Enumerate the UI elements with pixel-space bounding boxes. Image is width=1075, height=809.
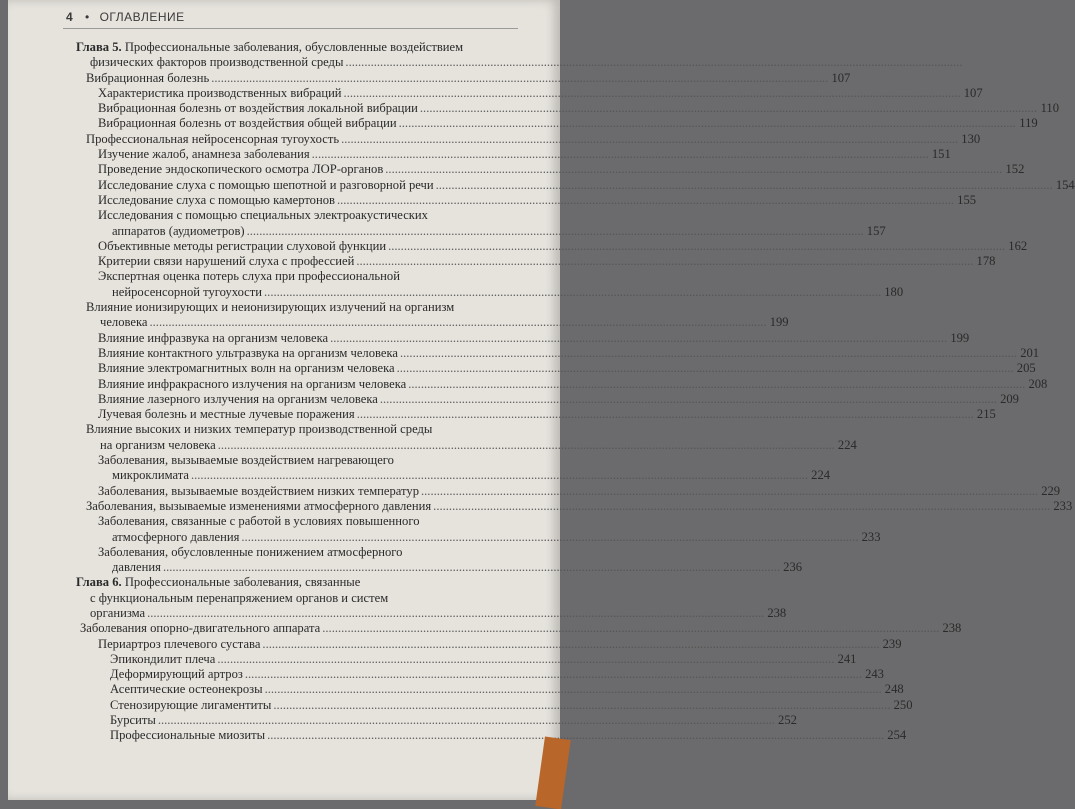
toc-entry xyxy=(98,162,1025,177)
leader-dots xyxy=(397,361,1014,376)
toc-entry-title: на организм человека xyxy=(100,437,216,452)
toc-entry-title: Влияние высоких и низких температур производственной среды xyxy=(86,422,433,437)
leader-dots xyxy=(357,407,974,422)
toc-entry-title: Вибрационная болезнь от воздействия общей вибрации xyxy=(98,116,397,131)
toc-entry-title: Профессиональные заболевания, связанные xyxy=(124,575,361,590)
leader-dots xyxy=(421,484,1038,499)
leader-dots xyxy=(218,438,835,453)
toc-entry-title: Заболевания, вызываемые воздействием низких температур xyxy=(98,483,419,498)
toc-entry xyxy=(80,621,962,636)
toc-page-number: 236 xyxy=(783,560,803,575)
toc-page-number: 252 xyxy=(778,713,797,728)
toc-entry-title: Профессиональные заболевания, обусловленные воздействием xyxy=(124,40,464,54)
toc-entry xyxy=(98,177,1075,193)
toc-entry xyxy=(98,391,1019,407)
toc-page-number: 224 xyxy=(837,437,857,452)
toc-entry-title: Профессиональная нейросенсорная тугоухость xyxy=(86,131,340,146)
leader-dots xyxy=(337,193,954,208)
toc-entry xyxy=(110,697,913,713)
toc-entry xyxy=(98,238,1028,254)
toc-entry-title: Влияние контактного ультразвука на организм человека xyxy=(98,345,398,360)
leader-dots xyxy=(247,224,864,239)
toc-entry xyxy=(86,70,851,86)
toc-entry-title: Экспертная оценка потерь слуха при профессиональной xyxy=(98,269,400,284)
leader-dots xyxy=(436,178,1053,193)
toc-entry-title: аппаратов (аудиометров) xyxy=(112,223,245,238)
toc-page-number: 233 xyxy=(1053,498,1073,513)
toc-entry-title: Лучевая болезнь и местные лучевые поражения xyxy=(98,407,355,422)
toc-entry xyxy=(98,269,904,300)
toc-entry-title: Профессиональные миозиты xyxy=(110,728,266,743)
toc-entry xyxy=(98,208,886,239)
toc-page-number: 224 xyxy=(811,468,831,483)
toc-entry-title: Периартроз плечевого сустава xyxy=(98,636,261,651)
toc-entry-title: Влияние инфракрасного излучения на организм человека xyxy=(98,376,407,391)
leader-dots xyxy=(399,116,1016,131)
toc-page-number: 243 xyxy=(865,667,884,682)
toc-chapter-entry xyxy=(76,575,787,621)
toc-entry xyxy=(98,636,902,652)
toc-entry xyxy=(110,713,797,728)
toc-entry xyxy=(98,85,983,101)
toc-entry-title: микроклимата xyxy=(112,468,189,483)
cover-corner xyxy=(535,737,570,809)
toc-page-number: 241 xyxy=(837,651,857,666)
header-title: ОГЛАВЛЕНИЕ xyxy=(99,10,185,24)
toc-entry xyxy=(110,728,907,743)
toc-page-number: 229 xyxy=(1041,483,1061,498)
leader-dots xyxy=(273,698,890,713)
toc-entry-title: нейросенсорной тугоухости xyxy=(112,284,263,299)
leader-dots xyxy=(211,71,828,86)
toc-page-number: 119 xyxy=(1019,116,1038,131)
leader-dots xyxy=(245,667,862,682)
toc-page-number: 205 xyxy=(1016,361,1036,376)
table-of-contents xyxy=(8,40,1075,744)
toc-entry xyxy=(98,192,977,208)
toc-entry xyxy=(110,651,857,667)
leader-dots xyxy=(217,652,834,667)
toc-entry-title: Влияние инфразвука на организм человека xyxy=(98,330,329,345)
toc-entry xyxy=(98,345,1040,361)
toc-entry-title: Исследования с помощью специальных электроакустических xyxy=(98,208,428,223)
toc-entry-title: Бурситы xyxy=(110,713,156,728)
toc-page-number: 155 xyxy=(957,192,977,207)
toc-entry-title: Исследование слуха с помощью камертонов xyxy=(98,192,335,207)
toc-entry-title: Объективные методы регистрации слуховой функции xyxy=(98,238,387,253)
toc-entry-title: Исследование слуха с помощью шепотной и разговорной речи xyxy=(98,177,434,192)
leader-dots xyxy=(163,560,780,575)
leader-dots xyxy=(264,285,881,300)
toc-chapter-entry xyxy=(76,40,560,71)
toc-page-number: 154 xyxy=(1055,177,1075,192)
toc-entry xyxy=(86,131,981,147)
toc-entry-title: Проведение эндоскопического осмотра ЛОР-органов xyxy=(98,162,384,177)
toc-page-number: 151 xyxy=(931,147,951,162)
header-rule xyxy=(63,28,518,29)
toc-page-number: 110 xyxy=(1040,101,1059,116)
toc-entry xyxy=(98,453,831,484)
leader-dots xyxy=(388,239,1005,254)
toc-entry xyxy=(98,116,1038,131)
toc-page-number: 248 xyxy=(884,682,904,697)
toc-entry-title: атмосферного давления xyxy=(112,529,240,544)
toc-entry-title: Характеристика производственных вибраций xyxy=(98,85,342,100)
toc-page-number: 250 xyxy=(893,697,913,712)
leader-dots xyxy=(380,392,997,407)
toc-page-number: 107 xyxy=(831,70,851,85)
toc-entry-title: Вибрационная болезнь xyxy=(86,70,210,85)
leader-dots xyxy=(191,468,808,483)
toc-entry xyxy=(98,101,1059,116)
toc-page-number: 130 xyxy=(961,131,981,146)
toc-entry-title: Влияние ионизирующих и неионизирующих излучений на организм xyxy=(86,300,455,315)
toc-page-number: 215 xyxy=(976,407,996,422)
toc-entry-title: физических факторов производственной среды xyxy=(90,55,344,70)
toc-page-number: 107 xyxy=(963,85,983,100)
toc-entry-title: Асептические остеонекрозы xyxy=(110,682,263,697)
toc-page-number: 208 xyxy=(1028,376,1048,391)
toc-page-number: 239 xyxy=(882,636,902,651)
toc-entry xyxy=(98,483,1061,499)
running-header xyxy=(66,10,185,24)
toc-entry-title: Заболевания, вызываемые воздействием нагревающего xyxy=(98,453,394,468)
leader-dots xyxy=(420,101,1037,116)
toc-entry xyxy=(98,361,1036,376)
leader-dots xyxy=(241,530,858,545)
toc-entry xyxy=(86,422,857,453)
leader-dots xyxy=(330,331,947,346)
book-page xyxy=(8,0,1075,800)
toc-page-number: 178 xyxy=(976,254,996,269)
toc-entry-title: Влияние электромагнитных волн на организм человека xyxy=(98,361,395,376)
toc-entry xyxy=(98,514,881,545)
toc-page-number: 209 xyxy=(1000,391,1019,406)
chapter-label: Глава 6. xyxy=(76,575,122,590)
leader-dots xyxy=(312,147,929,162)
toc-entry xyxy=(98,147,951,162)
leader-dots xyxy=(356,254,973,269)
leader-dots xyxy=(267,728,884,743)
leader-dots xyxy=(158,713,775,728)
toc-entry-title: давления xyxy=(112,560,161,575)
page-number: 4 xyxy=(66,10,74,24)
leader-dots xyxy=(400,346,1017,361)
leader-dots xyxy=(385,162,1002,177)
toc-entry-title: Эпикондилит плеча xyxy=(110,651,216,666)
leader-dots xyxy=(265,682,882,697)
toc-entry xyxy=(98,544,803,576)
leader-dots xyxy=(322,621,939,636)
leader-dots xyxy=(433,499,1050,514)
toc-entry xyxy=(98,330,970,346)
leader-dots xyxy=(150,315,767,330)
leader-dots xyxy=(345,55,962,70)
toc-entry xyxy=(98,407,996,422)
toc-entry xyxy=(110,682,904,697)
toc-entry-title: Влияние лазерного излучения на организм человека xyxy=(98,391,378,406)
toc-page-number: 157 xyxy=(866,223,886,238)
toc-page-number: 238 xyxy=(767,605,787,620)
toc-entry xyxy=(98,376,1048,392)
toc-page-number: 199 xyxy=(950,330,970,345)
toc-page-number: 201 xyxy=(1020,345,1040,360)
toc-entry-title: Заболевания, обусловленные понижением атмосферного xyxy=(98,544,403,559)
leader-dots xyxy=(262,637,879,652)
header-bullet: • xyxy=(85,10,90,24)
toc-entry xyxy=(86,300,789,331)
toc-entry-title: Критерии связи нарушений слуха с профессией xyxy=(98,254,355,269)
chapter-label: Глава 5. xyxy=(76,40,122,54)
toc-entry-title: человека xyxy=(100,315,148,330)
leader-dots xyxy=(408,377,1025,392)
toc-entry xyxy=(86,498,1073,514)
toc-entry-title: Заболевания, связанные с работой в условиях повышенного xyxy=(98,514,420,529)
toc-entry-title: Заболевания, вызываемые изменениями атмосферного давления xyxy=(86,498,432,513)
toc-entry xyxy=(98,254,996,269)
leader-dots xyxy=(147,606,764,621)
toc-entry-title: с функциональным перенапряжением органов и систем xyxy=(90,590,389,605)
toc-page-number: 162 xyxy=(1008,238,1028,253)
toc-page-number: 152 xyxy=(1005,162,1025,177)
toc-entry xyxy=(110,667,884,682)
toc-entry-title: Заболевания опорно-двигательного аппарата xyxy=(80,621,321,636)
toc-page-number: 199 xyxy=(769,315,789,330)
toc-page-number: 233 xyxy=(861,529,881,544)
toc-entry-title: Деформирующий артроз xyxy=(110,667,243,682)
toc-page-number: 254 xyxy=(887,728,907,743)
toc-entry-title: Стенозирующие лигаментиты xyxy=(110,697,272,712)
toc-entry-title: организма xyxy=(90,605,146,620)
leader-dots xyxy=(344,86,961,101)
leader-dots xyxy=(341,132,958,147)
toc-page-number: 180 xyxy=(884,284,904,299)
toc-entry-title: Вибрационная болезнь от воздействия локальной вибрации xyxy=(98,101,418,116)
toc-entry-title: Изучение жалоб, анамнеза заболевания xyxy=(98,147,310,162)
toc-page-number: 238 xyxy=(942,621,962,636)
